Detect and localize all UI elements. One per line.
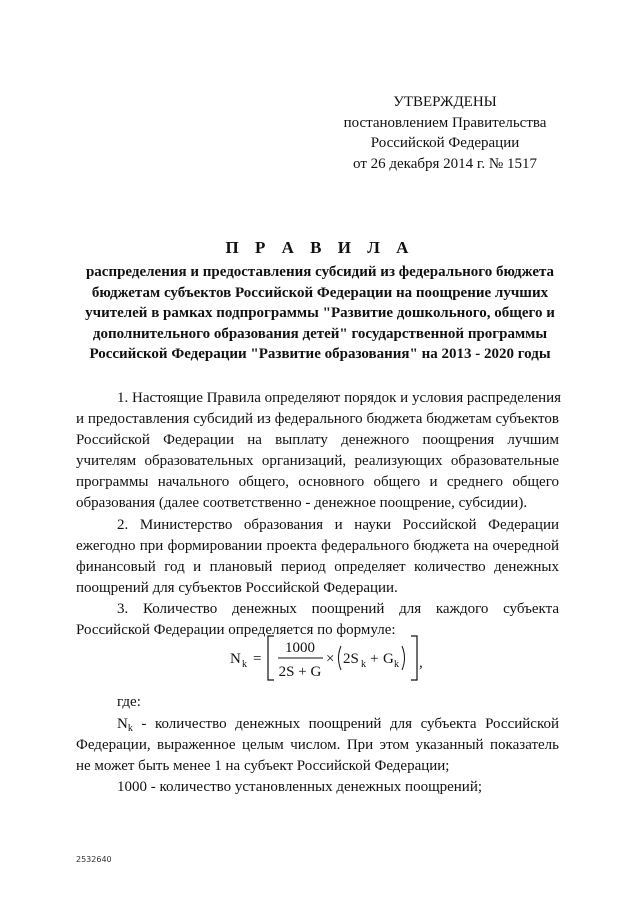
definition-line: не может быть менее 1 на субъект Российской Федерации; — [76, 758, 450, 775]
paragraph-1-line: Российской Федерации на выплату денежного поощрения лучшим — [76, 432, 559, 449]
document-body — [76, 388, 562, 641]
formula-numerator: 1000 — [285, 640, 315, 656]
approval-date-number: от 26 декабря 2014 г. № 1517 — [353, 155, 537, 172]
formula-lhs-var: N — [230, 651, 241, 667]
formula-trailing-comma: , — [419, 655, 423, 671]
paragraph-2-line: финансовый год и плановый период определяет количество денежных — [76, 558, 559, 575]
document-title: П Р А В И Л А — [225, 238, 415, 257]
allocation-formula — [230, 630, 430, 686]
definition-nk — [76, 714, 559, 735]
formula-denominator: 2S + G — [278, 664, 322, 680]
formula-equals: = — [253, 651, 262, 667]
approval-government: Российской Федерации — [370, 135, 520, 151]
left-paren — [339, 646, 342, 670]
formula-s-sub: k — [361, 659, 366, 670]
paragraph-1-line: учителям образовательных организаций, реализующих образовательные — [76, 453, 559, 470]
paragraph-2-line: 2. Министерство образования и науки Российской Федерации — [117, 516, 559, 533]
subtitle-line: дополнительного образования детей" государственной программы — [92, 325, 548, 342]
paragraph-1-line: и предоставления субсидий из федерального бюджета бюджетам субъектов — [76, 411, 559, 428]
approval-heading: УТВЕРЖДЕНЫ — [393, 94, 497, 110]
definition-line: Федерации, выраженное целым числом. При этом указанный показатель — [76, 737, 559, 754]
formula-plus: + — [370, 651, 379, 667]
left-bracket — [268, 636, 274, 680]
paragraph-2-line: ежегодно при формировании проекта федерального бюджета на очередной — [76, 537, 559, 554]
right-paren — [402, 646, 405, 670]
subtitle-line: распределения и предоставления субсидий из федерального бюджета — [85, 264, 555, 280]
subtitle-line: бюджетам субъектов Российской Федерации на поощрение лучших — [91, 284, 549, 301]
paragraph-1-line: 1. Настоящие Правила определяют порядок и условия распределения — [117, 390, 562, 406]
formula-g-term: G — [383, 651, 394, 667]
formula-g-sub: k — [394, 659, 399, 670]
formula-s-term: 2S — [343, 651, 359, 667]
document-subtitle — [60, 262, 580, 365]
nk-sub: k — [127, 723, 133, 734]
formula-lhs-sub: k — [242, 659, 247, 670]
where-label: где: — [117, 694, 141, 710]
nk-text: - количество денежных поощрений для субъекта Российской — [141, 716, 559, 732]
approval-by-decree: постановлением Правительства — [343, 114, 547, 131]
definition-1000: 1000 - количество установленных денежных поощрений; — [117, 779, 483, 796]
nk-var: N — [117, 716, 128, 732]
formula-times: × — [326, 651, 335, 667]
paragraph-3-line: 3. Количество денежных поощрений для каждого субъекта — [117, 600, 559, 617]
subtitle-line: Российской Федерации "Развитие образования" на 2013 - 2020 годы — [89, 346, 551, 362]
definitions — [76, 714, 559, 798]
paragraph-1-line: образования (далее соответственно - денежное поощрение, субсидии). — [76, 495, 528, 512]
paragraph-1-line: программы начального общего, основного общего и среднего общего — [76, 474, 559, 491]
subtitle-line: учителей в рамках подпрограммы "Развитие дошкольного, общего и — [85, 305, 555, 321]
approval-stamp — [330, 92, 560, 174]
document-code: 2532640 — [76, 855, 112, 864]
paragraph-2-line: поощрений для субъектов Российской Федерации. — [76, 579, 398, 596]
right-bracket — [411, 636, 417, 680]
paragraph-3-line: Российской Федерации определяется по формуле: — [76, 622, 396, 639]
